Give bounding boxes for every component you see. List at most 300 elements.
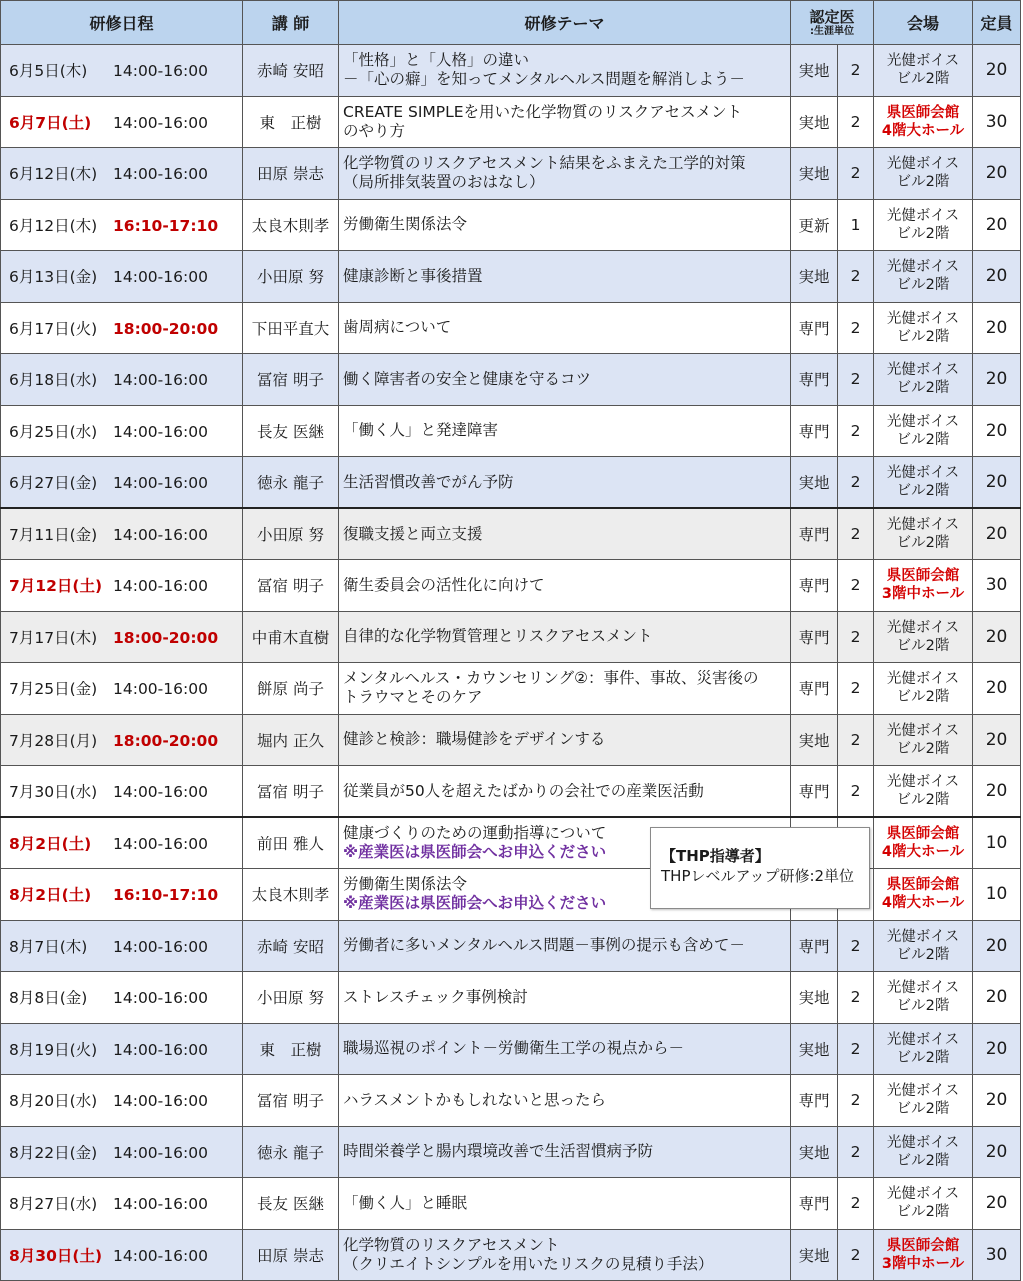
theme-cell: [339, 354, 791, 406]
venue-line-2: ビル2階: [896, 431, 950, 448]
theme-cell: [339, 972, 791, 1024]
lecturer-cell: 太良木則孝: [243, 869, 339, 921]
table-row: [1, 766, 1021, 818]
table-row: [1, 302, 1021, 354]
venue-cell: [874, 96, 973, 148]
session-date: 6月12日(木): [9, 165, 98, 184]
session-date: 8月20日(水): [9, 1092, 98, 1111]
venue-line-2: 4階大ホール: [881, 122, 965, 139]
credit-unit-cell: 2: [838, 457, 874, 509]
header-lecturer: 講 師: [243, 1, 339, 45]
venue-line-1: 光健ボイス: [886, 259, 960, 276]
header-credit-sub: :生涯単位: [810, 25, 854, 37]
table-row: [1, 560, 1021, 612]
theme-cell: [339, 663, 791, 715]
lecturer-cell: 赤崎 安昭: [243, 45, 339, 97]
table-row: [1, 199, 1021, 251]
venue-cell: [874, 714, 973, 766]
theme-line-1: 衛生委員会の活性化に向けて: [343, 575, 545, 594]
theme-cell: [339, 611, 791, 663]
credit-unit-cell: 2: [838, 663, 874, 715]
theme-line-1: 復職支援と両立支援: [343, 524, 483, 543]
venue-cell: [874, 766, 973, 818]
date-cell: [1, 920, 243, 972]
session-date: 7月17日(木): [9, 628, 98, 647]
credit-unit-cell: 2: [838, 1126, 874, 1178]
venue-cell: [874, 972, 973, 1024]
theme-line-2: のやり方: [343, 121, 406, 140]
venue-line-2: ビル2階: [896, 535, 950, 551]
lecturer-cell: 徳永 龍子: [243, 1126, 339, 1178]
credit-unit-cell: 2: [838, 920, 874, 972]
thp-callout-box: [650, 827, 870, 909]
credit-unit-cell: 2: [838, 405, 874, 457]
venue-line-2: ビル2階: [896, 1101, 950, 1118]
header-capacity: 定員: [973, 1, 1021, 45]
theme-cell: [339, 457, 791, 509]
venue-line-2: ビル2階: [896, 1049, 950, 1066]
venue-cell: [874, 457, 973, 509]
session-time: 14:00-16:00: [113, 526, 208, 544]
credit-unit-cell: 2: [838, 302, 874, 354]
theme-line-2: －「心の癖」を知ってメンタルヘルス問題を解消しよう－: [343, 70, 745, 89]
lecturer-cell: 東 正樹: [243, 96, 339, 148]
session-time: 14:00-16:00: [113, 422, 208, 441]
session-time: 14:00-16:00: [113, 989, 208, 1008]
credit-type-cell: 実地: [791, 457, 838, 509]
session-time: 14:00-16:00: [113, 1092, 208, 1111]
venue-line-2: ビル2階: [896, 740, 950, 757]
theme-line-1: 健康づくりのための運動指導について: [343, 824, 607, 842]
capacity-cell: 20: [973, 199, 1021, 251]
session-time: 14:00-16:00: [113, 268, 208, 287]
theme-line-1: メンタルヘルス・カウンセリング②：事件、事故、災害後の: [343, 669, 759, 688]
session-date: 6月5日(木): [9, 62, 88, 81]
theme-line-1: 労働衛生関係法令: [343, 215, 468, 234]
credit-type-cell: 実地: [791, 972, 838, 1024]
venue-cell: [874, 405, 973, 457]
credit-unit-cell: 2: [838, 1229, 874, 1281]
theme-line-1: 職場巡視のポイント－労働衛生工学の視点から－: [343, 1039, 685, 1058]
theme-cell: [339, 1229, 791, 1281]
credit-type-cell: 専門: [791, 405, 838, 457]
table-row: [1, 1126, 1021, 1178]
header-credit-main: 認定医: [809, 7, 855, 26]
session-date: 6月18日(水): [9, 371, 98, 390]
capacity-cell: 20: [973, 920, 1021, 972]
venue-line-1: 県医師会館: [886, 1237, 960, 1254]
theme-line-1: 労働衛生関係法令: [343, 875, 468, 894]
venue-line-1: 光健ボイス: [886, 722, 960, 739]
venue-line-1: 県医師会館: [886, 104, 960, 121]
capacity-cell: 20: [973, 1023, 1021, 1075]
capacity-cell: 20: [973, 766, 1021, 818]
credit-unit-cell: 2: [838, 148, 874, 200]
venue-cell: [874, 45, 973, 97]
session-time: 14:00-16:00: [113, 474, 208, 492]
venue-cell: [874, 1229, 973, 1281]
venue-line-2: 4階大ホール: [881, 895, 965, 912]
lecturer-cell: 小田原 努: [243, 251, 339, 303]
venue-cell: [874, 1075, 973, 1127]
date-cell: [1, 817, 243, 869]
venue-cell: [874, 354, 973, 406]
venue-line-1: 県医師会館: [886, 568, 960, 585]
capacity-cell: 20: [973, 251, 1021, 303]
theme-line-1: ストレスチェック事例検討: [343, 987, 528, 1006]
table-row: [1, 611, 1021, 663]
date-cell: [1, 405, 243, 457]
venue-line-2: ビル2階: [896, 225, 950, 242]
credit-type-cell: 専門: [791, 302, 838, 354]
credit-type-cell: 実地: [791, 96, 838, 148]
header-venue: 会場: [874, 1, 973, 45]
lecturer-cell: 小田原 努: [243, 508, 339, 560]
header-theme: 研修テーマ: [339, 1, 791, 45]
venue-cell: [874, 251, 973, 303]
date-cell: [1, 96, 243, 148]
venue-line-2: ビル2階: [896, 946, 950, 963]
lecturer-cell: 太良木則孝: [243, 199, 339, 251]
venue-line-2: ビル2階: [896, 637, 950, 654]
date-cell: [1, 611, 243, 663]
venue-line-2: ビル2階: [896, 174, 950, 191]
capacity-cell: 30: [973, 560, 1021, 612]
session-time: 14:00-16:00: [113, 783, 208, 801]
table-row: [1, 45, 1021, 97]
session-date: 8月22日(金): [9, 1143, 98, 1162]
credit-unit-cell: 2: [838, 251, 874, 303]
theme-line-1: 歯周病について: [343, 318, 452, 337]
venue-line-2: 3階中ホール: [881, 1255, 965, 1272]
lecturer-cell: 東 正樹: [243, 1023, 339, 1075]
venue-cell: [874, 920, 973, 972]
venue-cell: [874, 148, 973, 200]
credit-type-cell: 専門: [791, 354, 838, 406]
credit-unit-cell: 2: [838, 1023, 874, 1075]
table-row: [1, 251, 1021, 303]
table-row: [1, 354, 1021, 406]
venue-line-1: 光健ボイス: [886, 310, 960, 327]
lecturer-cell: 冨宿 明子: [243, 766, 339, 818]
application-note: ※産業医は県医師会へお申込ください: [343, 894, 607, 913]
session-date: 7月30日(水): [9, 783, 98, 801]
credit-type-cell: 実地: [791, 714, 838, 766]
session-time: 14:00-16:00: [113, 165, 208, 184]
theme-line-1: 生活習慣改善でがん予防: [343, 472, 514, 491]
lecturer-cell: 徳永 龍子: [243, 457, 339, 509]
session-date: 6月25日(水): [9, 422, 98, 441]
capacity-cell: 10: [973, 817, 1021, 869]
lecturer-cell: 赤崎 安昭: [243, 920, 339, 972]
table-row: [1, 1075, 1021, 1127]
session-time: 14:00-16:00: [113, 62, 208, 81]
lecturer-cell: 小田原 努: [243, 972, 339, 1024]
credit-unit-cell: 2: [838, 714, 874, 766]
venue-cell: [874, 302, 973, 354]
session-time: 14:00-16:00: [113, 1143, 208, 1162]
venue-cell: [874, 869, 973, 921]
theme-cell: [339, 714, 791, 766]
credit-type-cell: 専門: [791, 920, 838, 972]
theme-line-1: 労働者に多いメンタルヘルス問題－事例の提示も含めて－: [343, 936, 745, 955]
session-time: 14:00-16:00: [113, 1040, 208, 1059]
theme-line-1: 「働く人」と発達障害: [343, 421, 499, 440]
lecturer-cell: 前田 雅人: [243, 817, 339, 869]
credit-type-cell: 専門: [791, 611, 838, 663]
capacity-cell: 20: [973, 148, 1021, 200]
venue-line-2: 3階中ホール: [881, 586, 965, 603]
venue-cell: [874, 1126, 973, 1178]
capacity-cell: 20: [973, 302, 1021, 354]
session-time: 14:00-16:00: [113, 1195, 208, 1214]
session-time: 18:00-20:00: [113, 319, 219, 338]
table-header-row: [1, 1, 1021, 45]
session-time: 14:00-16:00: [113, 680, 208, 699]
theme-line-1: CREATE SIMPLEを用いた化学物質のリスクアセスメント: [343, 102, 743, 121]
credit-unit-cell: 2: [838, 1075, 874, 1127]
venue-line-1: 光健ボイス: [886, 1083, 960, 1100]
credit-unit-cell: 2: [838, 96, 874, 148]
date-cell: [1, 560, 243, 612]
venue-line-1: 光健ボイス: [886, 619, 960, 636]
date-cell: [1, 148, 243, 200]
session-date: 6月27日(金): [9, 474, 98, 492]
credit-unit-cell: 1: [838, 199, 874, 251]
session-time: 14:00-16:00: [113, 371, 208, 390]
date-cell: [1, 199, 243, 251]
theme-cell: [339, 45, 791, 97]
credit-type-cell: 実地: [791, 1229, 838, 1281]
venue-line-2: ビル2階: [896, 1204, 950, 1221]
date-cell: [1, 1178, 243, 1230]
table-row: [1, 1023, 1021, 1075]
credit-type-cell: 実地: [791, 45, 838, 97]
table-row: [1, 405, 1021, 457]
theme-cell: [339, 251, 791, 303]
capacity-cell: 20: [973, 405, 1021, 457]
session-date: 8月27日(水): [9, 1195, 98, 1214]
lecturer-cell: 田原 崇志: [243, 148, 339, 200]
capacity-cell: 20: [973, 1178, 1021, 1230]
session-date: 7月28日(月): [9, 731, 98, 750]
capacity-cell: 20: [973, 45, 1021, 97]
credit-unit-cell: 2: [838, 611, 874, 663]
table-row: [1, 920, 1021, 972]
theme-cell: [339, 405, 791, 457]
header-credit: [791, 1, 874, 45]
theme-cell: [339, 1126, 791, 1178]
session-date: 7月11日(金): [9, 526, 98, 544]
lecturer-cell: 冨宿 明子: [243, 1075, 339, 1127]
credit-type-cell: 更新: [791, 199, 838, 251]
session-date: 8月30日(土): [9, 1246, 103, 1265]
credit-type-cell: 専門: [791, 766, 838, 818]
theme-line-1: 従業員が50人を超えたばかりの会社での産業医活動: [343, 781, 704, 800]
lecturer-cell: 中甫木直樹: [243, 611, 339, 663]
session-time: 18:00-20:00: [113, 628, 219, 647]
theme-cell: [339, 1178, 791, 1230]
capacity-cell: 20: [973, 354, 1021, 406]
date-cell: [1, 663, 243, 715]
venue-line-2: 4階大ホール: [881, 844, 965, 860]
table-row: [1, 96, 1021, 148]
session-time: 14:00-16:00: [113, 577, 208, 596]
venue-cell: [874, 1023, 973, 1075]
theme-line-2: （クリエイトシンプルを用いたリスクの見積り手法）: [343, 1254, 714, 1273]
session-date: 8月7日(木): [9, 937, 88, 956]
credit-unit-cell: 2: [838, 354, 874, 406]
venue-line-2: ビル2階: [896, 328, 950, 345]
theme-line-1: 化学物質のリスクアセスメント: [343, 1235, 560, 1254]
theme-line-1: 健診と検診：職場健診をデザインする: [343, 730, 606, 749]
venue-cell: [874, 560, 973, 612]
table-row: [1, 1178, 1021, 1230]
lecturer-cell: 田原 崇志: [243, 1229, 339, 1281]
venue-line-2: ビル2階: [896, 483, 950, 499]
theme-line-1: 健康診断と事後措置: [343, 266, 483, 285]
table-row: [1, 663, 1021, 715]
venue-line-2: ビル2階: [896, 792, 950, 808]
venue-cell: [874, 508, 973, 560]
session-date: 7月12日(土): [9, 577, 103, 596]
venue-line-1: 光健ボイス: [886, 413, 960, 430]
venue-line-1: 光健ボイス: [886, 1186, 960, 1203]
theme-line-2: トラウマとそのケア: [343, 688, 483, 707]
capacity-cell: 20: [973, 611, 1021, 663]
venue-line-2: ビル2階: [896, 1152, 950, 1169]
date-cell: [1, 251, 243, 303]
venue-line-2: ビル2階: [896, 71, 950, 88]
credit-type-cell: 専門: [791, 508, 838, 560]
venue-line-1: 光健ボイス: [886, 1134, 960, 1151]
credit-unit-cell: 2: [838, 1178, 874, 1230]
venue-line-1: 光健ボイス: [886, 156, 960, 173]
date-cell: [1, 714, 243, 766]
credit-type-cell: 専門: [791, 1075, 838, 1127]
session-date: 6月13日(金): [9, 268, 98, 287]
venue-line-1: 光健ボイス: [886, 774, 960, 790]
capacity-cell: 20: [973, 508, 1021, 560]
credit-type-cell: 専門: [791, 663, 838, 715]
table-row: [1, 972, 1021, 1024]
credit-type-cell: 実地: [791, 148, 838, 200]
venue-cell: [874, 611, 973, 663]
credit-unit-cell: 2: [838, 45, 874, 97]
table-row: [1, 457, 1021, 509]
table-row: [1, 714, 1021, 766]
venue-line-1: 光健ボイス: [886, 362, 960, 379]
lecturer-cell: 堀内 正久: [243, 714, 339, 766]
thp-callout-title: 【THP指導者】: [661, 847, 770, 865]
theme-cell: [339, 96, 791, 148]
capacity-cell: 30: [973, 1229, 1021, 1281]
session-time: 18:00-20:00: [113, 731, 219, 750]
date-cell: [1, 1126, 243, 1178]
session-date: 8月19日(火): [9, 1040, 98, 1059]
date-cell: [1, 354, 243, 406]
theme-cell: [339, 560, 791, 612]
credit-type-cell: 実地: [791, 1023, 838, 1075]
venue-line-1: 光健ボイス: [886, 671, 960, 688]
lecturer-cell: 長友 医継: [243, 405, 339, 457]
credit-unit-cell: 2: [838, 508, 874, 560]
date-cell: [1, 1075, 243, 1127]
capacity-cell: 30: [973, 96, 1021, 148]
header-date: 研修日程: [1, 1, 243, 45]
lecturer-cell: 長友 医継: [243, 1178, 339, 1230]
theme-line-1: 時間栄養学と腸内環境改善で生活習慣病予防: [343, 1142, 654, 1161]
date-cell: [1, 508, 243, 560]
capacity-cell: 20: [973, 972, 1021, 1024]
venue-line-1: 光健ボイス: [886, 53, 960, 70]
theme-line-1: 自律的な化学物質管理とリスクアセスメント: [343, 627, 653, 646]
venue-line-1: 光健ボイス: [886, 928, 960, 945]
session-time: 14:00-16:00: [113, 835, 208, 853]
venue-line-2: ビル2階: [896, 689, 950, 706]
lecturer-cell: 冨宿 明子: [243, 560, 339, 612]
credit-type-cell: 実地: [791, 251, 838, 303]
session-time: 16:10-17:10: [113, 886, 219, 905]
session-date: 6月17日(火): [9, 319, 98, 338]
lecturer-cell: 餅原 尚子: [243, 663, 339, 715]
session-time: 16:10-17:10: [113, 216, 219, 235]
venue-line-2: ビル2階: [896, 998, 950, 1015]
session-time: 14:00-16:00: [113, 937, 208, 956]
table-row: [1, 1229, 1021, 1281]
session-time: 14:00-16:00: [113, 113, 208, 132]
date-cell: [1, 766, 243, 818]
date-cell: [1, 45, 243, 97]
venue-line-1: 光健ボイス: [886, 465, 960, 481]
theme-cell: [339, 766, 791, 818]
date-cell: [1, 1023, 243, 1075]
capacity-cell: 10: [973, 869, 1021, 921]
credit-unit-cell: 2: [838, 972, 874, 1024]
venue-line-2: ビル2階: [896, 277, 950, 294]
lecturer-cell: 下田平直大: [243, 302, 339, 354]
theme-cell: [339, 148, 791, 200]
venue-cell: [874, 817, 973, 869]
venue-line-1: 光健ボイス: [886, 1031, 960, 1048]
table-row: [1, 508, 1021, 560]
theme-line-1: 働く障害者の安全と健康を守るコツ: [343, 369, 592, 388]
venue-line-2: ビル2階: [896, 380, 950, 397]
credit-unit-cell: 2: [838, 766, 874, 818]
session-date: 7月25日(金): [9, 680, 98, 699]
capacity-cell: 20: [973, 663, 1021, 715]
theme-line-1: 化学物質のリスクアセスメント結果をふまえた工学的対策: [343, 154, 746, 173]
lecturer-cell: 冨宿 明子: [243, 354, 339, 406]
capacity-cell: 20: [973, 457, 1021, 509]
credit-type-cell: 専門: [791, 1178, 838, 1230]
theme-line-1: 「性格」と「人格」の違い: [343, 51, 530, 70]
theme-cell: [339, 920, 791, 972]
table-row: [1, 148, 1021, 200]
thp-callout-text: THPレベルアップ研修:2単位: [661, 867, 855, 885]
venue-line-1: 光健ボイス: [886, 207, 960, 224]
theme-cell: [339, 508, 791, 560]
date-cell: [1, 1229, 243, 1281]
theme-cell: [339, 199, 791, 251]
venue-line-1: 光健ボイス: [886, 517, 960, 533]
session-date: 6月12日(木): [9, 216, 98, 235]
date-cell: [1, 457, 243, 509]
application-note: ※産業医は県医師会へお申込ください: [343, 843, 607, 861]
theme-line-2: （局所排気装置のおはなし）: [343, 173, 545, 192]
theme-line-1: 「働く人」と睡眠: [343, 1193, 468, 1212]
session-time: 14:00-16:00: [113, 1246, 208, 1265]
